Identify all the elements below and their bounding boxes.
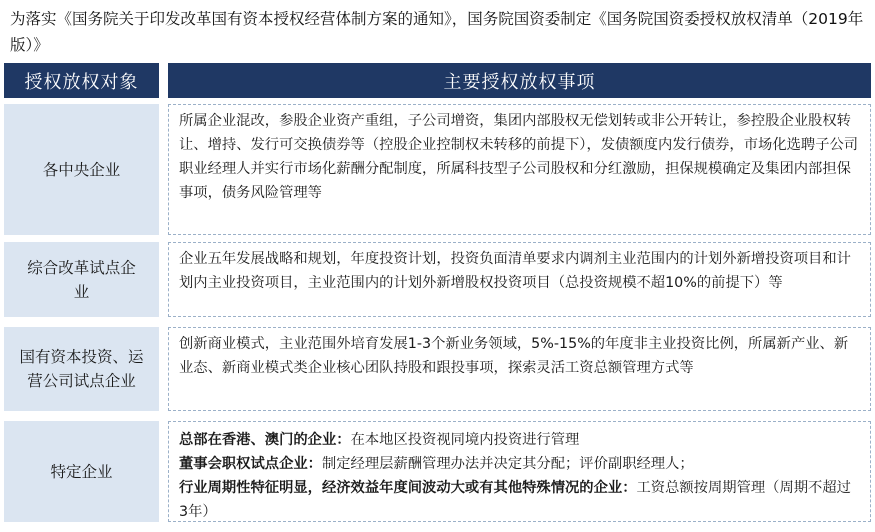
row-text-reform-pilot: 企业五年发展战略和规划，年度投资计划，投资负面清单要求内调剂主业范围内的计划外新增投资项目和计划内主业投资项目，主业范围内的计划外新增股权投资项目（总投资规模不超10%的前提下）等 [168,242,871,317]
specific-item-board-pilot: 董事会职权试点企业：制定经理层薪酬管理办法并决定其分配；评价副职经理人； [179,456,694,472]
row-label-central-enterprises: 各中央企业 [4,104,159,235]
specific-item-hk-macau: 总部在香港、澳门的企业：在本地区投资视同境内投资进行管理 [179,432,580,448]
intro-text: 为落实《国务院关于印发改革国有资本授权经营体制方案的通知》，国务院国资委制定《国务院国资委授权放权清单（2019年版）》 [10,10,864,54]
header-target: 授权放权对象 [4,63,159,98]
row-label-reform-pilot: 综合改革试点企业 [4,242,159,317]
row-text-specific-enterprises [168,421,871,522]
row-text-central-enterprises: 所属企业混改，参股企业资产重组，子公司增资，集团内部股权无偿划转或非公开转让，参控股企业股权转让、增持、发行可交换债券等（控股企业控制权未转移的前提下），发债额度内发行债券，市场化选聘子公司职业经理人并实行市场化薪酬分配制度，所属科技型子公司股权和分红激励，担保规模确定及集团内部担保事项，债务风险管理等 [168,104,871,235]
row-label-specific-enterprises: 特定企业 [4,421,159,522]
row-label-investment-company-pilot: 国有资本投资、运营公司试点企业 [4,327,159,411]
specific-item-cyclical: 行业周期性特征明显，经济效益年度间波动大或有其他特殊情况的企业：工资总额按周期管理（周期不超过3年） [179,480,851,520]
header-matters: 主要授权放权事项 [168,63,871,98]
row-text-investment-company-pilot: 创新商业模式，主业范围外培育发展1-3个新业务领域，5%-15%的年度非主业投资比例，所属新产业、新业态、新商业模式类企业核心团队持股和跟投事项，探索灵活工资总额管理方式等 [168,327,871,411]
